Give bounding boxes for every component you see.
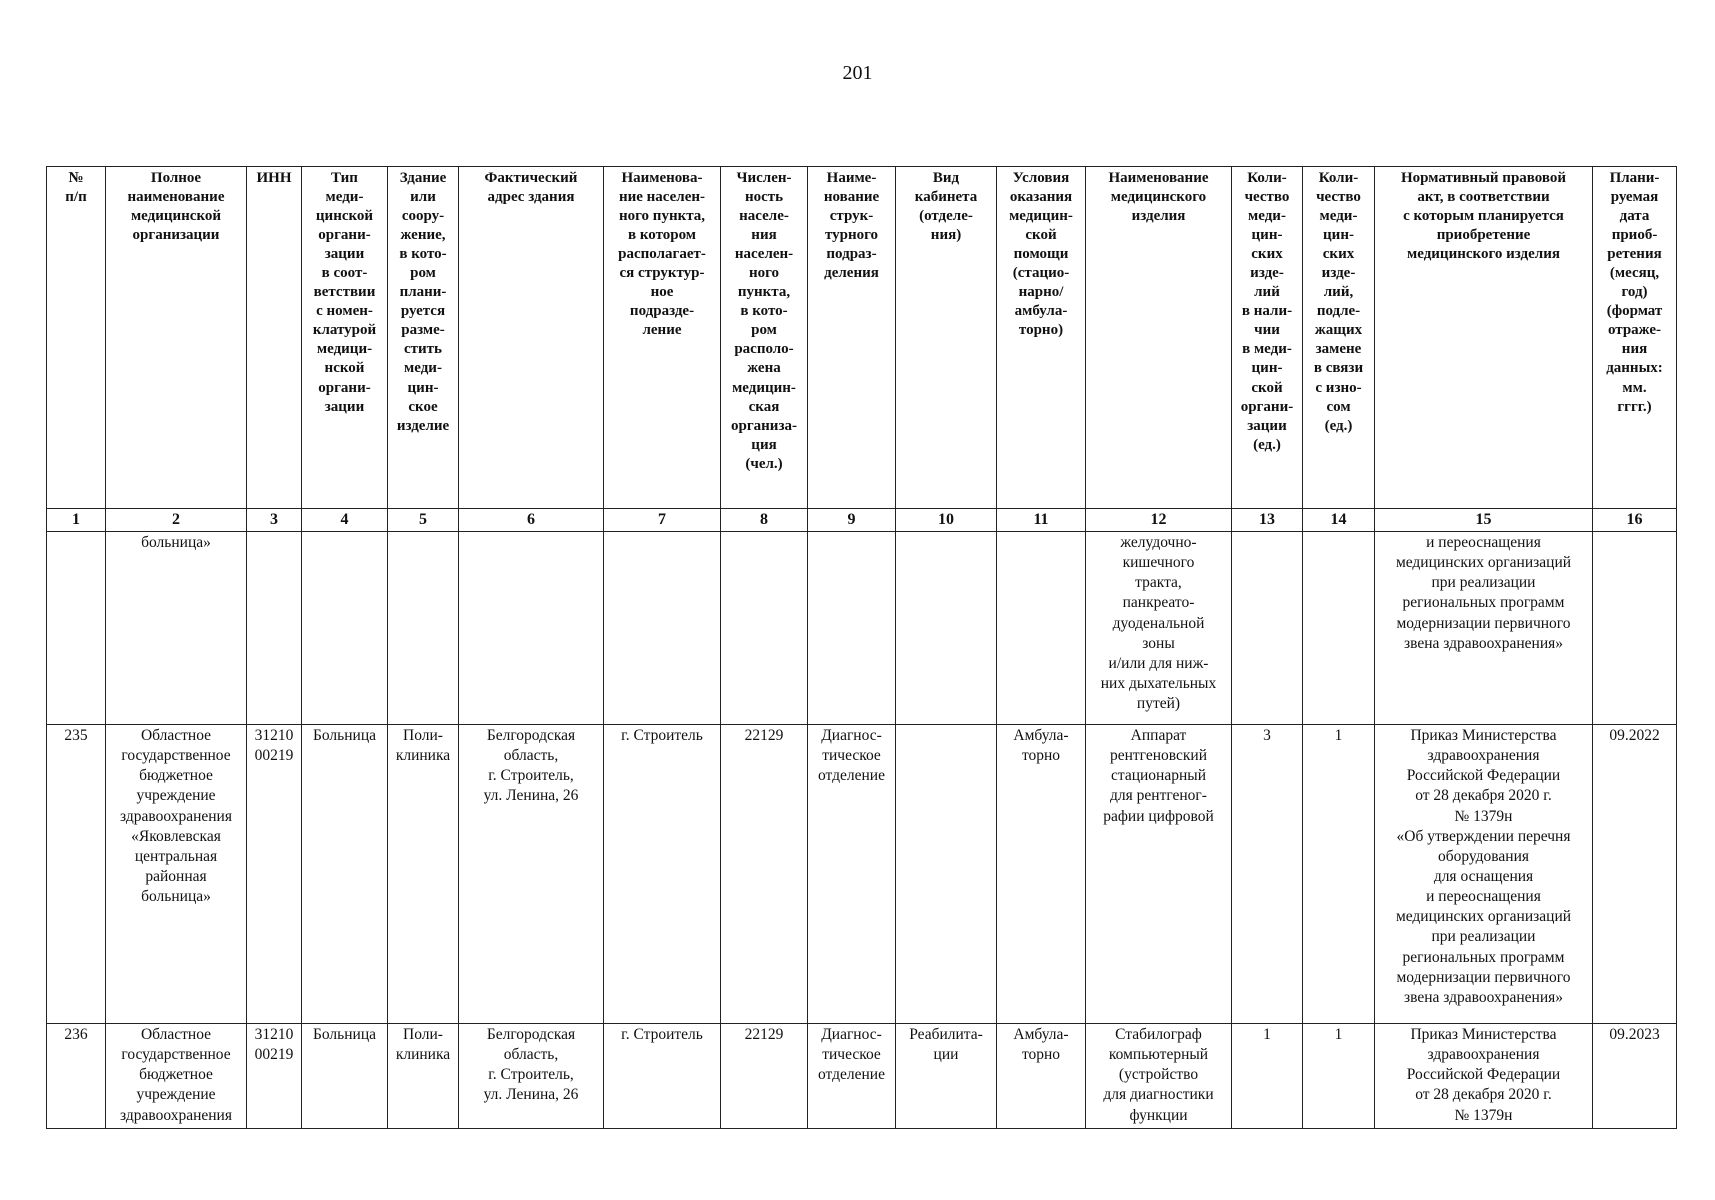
column-header: Фактический адрес здания: [459, 167, 604, 509]
column-number: 1: [47, 509, 106, 532]
column-number: 6: [459, 509, 604, 532]
table-cell: [302, 532, 388, 725]
column-header: № п/п: [47, 167, 106, 509]
column-number: 15: [1375, 509, 1593, 532]
table-cell: Диагнос- тическое отделение: [808, 1024, 896, 1129]
table-cell: Областное государственное бюджетное учреждение здравоохранения «Яковлевская центральная районная больница»: [106, 725, 247, 1024]
table-cell: [388, 532, 459, 725]
table-cell: Больница: [302, 725, 388, 1024]
table-cell: 1: [1303, 725, 1375, 1024]
table-cell: [808, 532, 896, 725]
equipment-table: [46, 166, 1677, 1129]
column-header: Числен- ность населе- ния населен- ного пункта, в кото- ром располо- жена медицин- ская организа- ция (чел.): [721, 167, 808, 509]
table-cell: [896, 725, 997, 1024]
table-cell: [721, 532, 808, 725]
table-cell: [1593, 532, 1677, 725]
table-cell: [247, 532, 302, 725]
table-cell: Поли- клиника: [388, 1024, 459, 1129]
table-cell: Белгородская область, г. Строитель, ул. Ленина, 26: [459, 725, 604, 1024]
column-number: 13: [1232, 509, 1303, 532]
column-number: 12: [1086, 509, 1232, 532]
table-cell: [1303, 532, 1375, 725]
table-cell: г. Строитель: [604, 1024, 721, 1129]
column-header: Наименование медицинского изделия: [1086, 167, 1232, 509]
table-cell: Поли- клиника: [388, 725, 459, 1024]
column-header: Плани- руемая дата приоб- ретения (месяц, год) (формат отраже- ния данных: мм. гггг.): [1593, 167, 1677, 509]
column-header: Коли- чество меди- цин- ских изде- лий в нали- чии в меди- цин- ской органи- зации (ед.): [1232, 167, 1303, 509]
table-row: [47, 725, 1677, 1024]
table-cell: Амбула- торно: [997, 725, 1086, 1024]
table-cell: 3: [1232, 725, 1303, 1024]
table-cell: 09.2022: [1593, 725, 1677, 1024]
column-number: 8: [721, 509, 808, 532]
table-cell: [47, 532, 106, 725]
column-header: Наименова- ние населен- ного пункта, в котором располагает- ся структур- ное подразде- ление: [604, 167, 721, 509]
table-cell: Стабилограф компьютерный (устройство для диагностики функции: [1086, 1024, 1232, 1129]
table-cell: Областное государственное бюджетное учреждение здравоохранения: [106, 1024, 247, 1129]
table-cell: Приказ Министерства здравоохранения Российской Федерации от 28 декабря 2020 г. № 1379н: [1375, 1024, 1593, 1129]
table-cell: [1232, 532, 1303, 725]
table-cell: Аппарат рентгеновский стационарный для рентгеног- рафии цифровой: [1086, 725, 1232, 1024]
table-cell: Диагнос- тическое отделение: [808, 725, 896, 1024]
column-number: 3: [247, 509, 302, 532]
table-cell: и переоснащения медицинских организаций при реализации региональных программ модернизации первичного звена здравоохранения»: [1375, 532, 1593, 725]
column-number: 9: [808, 509, 896, 532]
table-cell: 236: [47, 1024, 106, 1129]
column-header: Полное наименование медицинской организации: [106, 167, 247, 509]
column-header: Здание или соору- жение, в кото- ром плани- руется разме- стить меди- цин- ское изделие: [388, 167, 459, 509]
column-header: Наиме- нование струк- турного подраз- деления: [808, 167, 896, 509]
column-number: 16: [1593, 509, 1677, 532]
table-cell: Реабилита- ции: [896, 1024, 997, 1129]
table-cell: 22129: [721, 1024, 808, 1129]
column-header: Вид кабинета (отделе- ния): [896, 167, 997, 509]
table-cell: желудочно- кишечного тракта, панкреато- дуоденальной зоны и/или для ниж- них дыхательных путей): [1086, 532, 1232, 725]
column-header: Коли- чество меди- цин- ских изде- лий, подле- жащих замене в связи с изно- сом (ед.): [1303, 167, 1375, 509]
column-header: Нормативный правовой акт, в соответствии с которым планируется приобретение медицинского изделия: [1375, 167, 1593, 509]
column-number: 14: [1303, 509, 1375, 532]
table-cell: больница»: [106, 532, 247, 725]
column-number-row: [47, 509, 1677, 532]
column-number: 7: [604, 509, 721, 532]
table-cell: [604, 532, 721, 725]
column-number: 2: [106, 509, 247, 532]
table-cell: 31210 00219: [247, 725, 302, 1024]
table-cell: 235: [47, 725, 106, 1024]
column-number: 10: [896, 509, 997, 532]
table-cell: 1: [1303, 1024, 1375, 1129]
table-cell: [896, 532, 997, 725]
table-cell: Больница: [302, 1024, 388, 1129]
header-row: [47, 167, 1677, 509]
table-cell: г. Строитель: [604, 725, 721, 1024]
column-header: Тип меди- цинской органи- зации в соот- ветствии с номен- клатурой медици- нской органи- зации: [302, 167, 388, 509]
column-number: 5: [388, 509, 459, 532]
table-row: [47, 1024, 1677, 1129]
column-number: 4: [302, 509, 388, 532]
table-cell: 1: [1232, 1024, 1303, 1129]
column-header: ИНН: [247, 167, 302, 509]
column-number: 11: [997, 509, 1086, 532]
table-cell: Белгородская область, г. Строитель, ул. Ленина, 26: [459, 1024, 604, 1129]
column-header: Условия оказания медицин- ской помощи (стацио- нарно/ амбула- торно): [997, 167, 1086, 509]
table-cell: 09.2023: [1593, 1024, 1677, 1129]
table-cell: Приказ Министерства здравоохранения Российской Федерации от 28 декабря 2020 г. № 1379н «Об утверждении перечня оборудования для оснащения и переоснащения медицинских организаций при реализации региональных программ модернизации первичного звена здравоохранения»: [1375, 725, 1593, 1024]
table-cell: Амбула- торно: [997, 1024, 1086, 1129]
table-row: [47, 532, 1677, 725]
table-cell: [459, 532, 604, 725]
table-cell: [997, 532, 1086, 725]
page-number: 201: [842, 62, 873, 84]
table-cell: 22129: [721, 725, 808, 1024]
table-cell: 31210 00219: [247, 1024, 302, 1129]
